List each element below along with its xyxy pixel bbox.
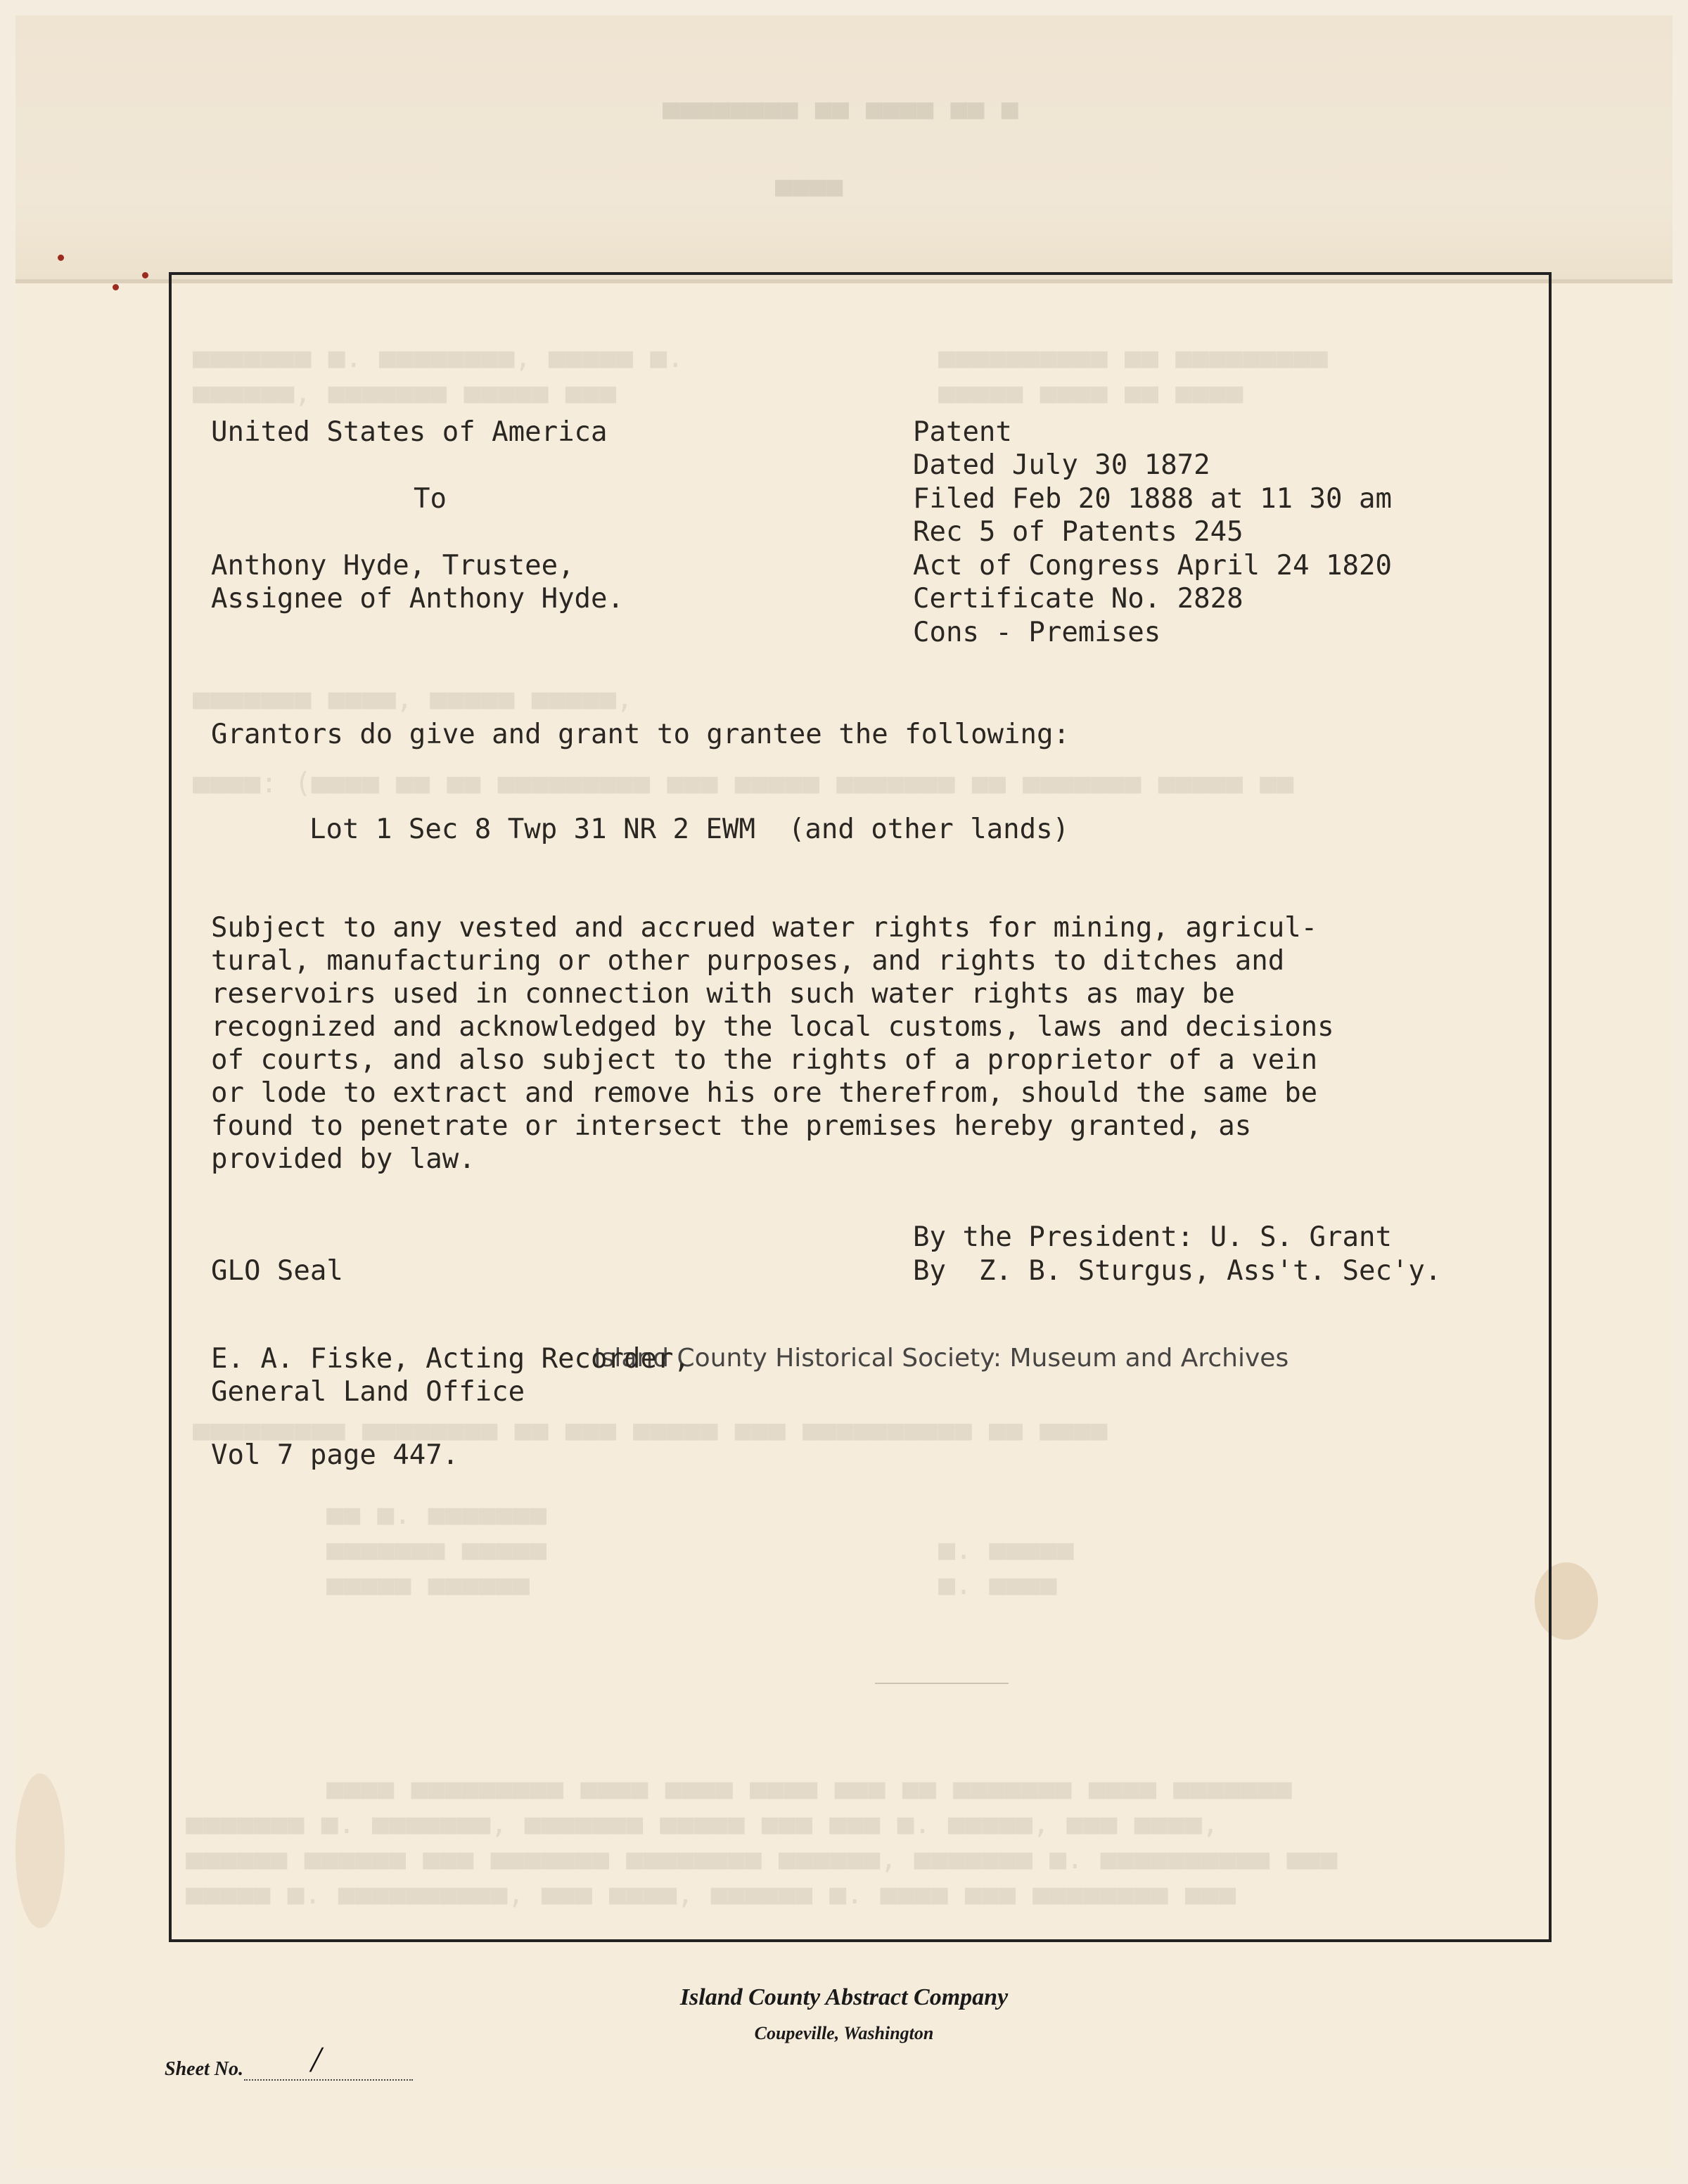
subject-line: or lode to extract and remove his ore therefrom, should the same be (211, 1077, 1318, 1109)
grant-statement: Grantors do give and grant to grantee the following: (211, 719, 1070, 750)
instrument-type: Patent (913, 416, 1012, 448)
lot-description: Lot 1 Sec 8 Twp 31 NR 2 EWM (and other lands) (309, 814, 1070, 845)
sheet-number-line (244, 2079, 413, 2081)
grantee-line-1: Anthony Hyde, Trustee, (211, 550, 575, 582)
paper-stain (15, 1773, 65, 1928)
recorder-line-1: E. A. Fiske, Acting Recorder, (211, 1343, 690, 1375)
subject-paragraph (211, 911, 1547, 1176)
ink-speck (142, 272, 148, 278)
consideration-line: Cons - Premises (913, 617, 1161, 648)
abstract-frame (169, 272, 1552, 1942)
record-line: Rec 5 of Patents 245 (913, 516, 1243, 548)
grantor-name: United States of America (211, 416, 608, 448)
faint-header-ghost-2: ■■■■ (775, 170, 843, 203)
subject-line: provided by law. (211, 1143, 475, 1175)
subject-line: found to penetrate or intersect the premises hereby granted, as (211, 1110, 1252, 1142)
dated-line: Dated July 30 1872 (913, 449, 1210, 481)
company-name: Island County Abstract Company (679, 1984, 1009, 2010)
sheet-number-value: / (311, 2040, 321, 2080)
underlying-sheet-strip (15, 15, 1673, 283)
subject-line: Subject to any vested and accrued water rights for mining, agricul- (211, 912, 1318, 944)
company-city: Coupeville, Washington (754, 2023, 934, 2043)
archive-watermark: Island County Historical Society: Museum and Archives (594, 1344, 1289, 1373)
separator-line (875, 1683, 1009, 1684)
bleed-through-text: ■■■■■■■ ■. ■■■■■■■■, ■■■■■ ■. ■■■■■■■■■■ ■■ ■■■■■■■■■ ■■■■■■, ■■■■■■■ ■■■■■ ■■■ ■■■■■ ■■■■ ■■ ■■■■ ■■■■■■■ ■■■■, ■■■■■ ■■■■■, ■■■■: (■■■■ ■■ ■■ ■■■■■■■■■ ■■■ ■■■■■ ■■■■■■■ ■■ ■■■■■■■ ■■■■■ ■■ ■■■■■■■■■ ■■■■■■■■ ■■ ■■■ ■■■■■ ■■■ ■■■■■■■■■■ ■■ ■■■■ ■■ ■. ■■■■■■■ ■■■■■■■ ■■■■■ ■■■■■ ■■■■■■ ■. ■■■■■ ■. ■■■■ ■■■■ ■■■■■■■■■ ■■■■ ■■■■ ■■■■ ■■■ ■■ ■■■■■■■ ■■■■ ■■■■■■■ ■■■■■■■ ■. ■■■■■■■, ■■■■■■■ ■■■■■ ■■■ ■■■ ■. ■■■■■, ■■■ ■■■■, ■■■■■■ ■■■■■■ ■■■ ■■■■■■■ ■■■■■■■■ ■■■■■■, ■■■■■■■ ■. ■■■■■■■■■■ ■■■ ■■■■■ ■. ■■■■■■■■■■, ■■■ ■■■■, ■■■■■■ ■. ■■■■ ■■■ ■■■■■■■■ ■■■ (186, 342, 1338, 1910)
faint-header-ghost: ■■■■■■■■ ■■ ■■■■ ■■ ■ (663, 93, 1018, 125)
ink-speck (58, 255, 64, 261)
document-page (15, 15, 1673, 2169)
subject-line: recognized and acknowledged by the local customs, laws and decisions (211, 1011, 1334, 1043)
president-signature: By the President: U. S. Grant (913, 1221, 1392, 1253)
seal-label: GLO Seal (211, 1255, 343, 1287)
subject-line: tural, manufacturing or other purposes, and rights to ditches and (211, 945, 1285, 977)
recorder-line-2: General Land Office (211, 1376, 525, 1408)
act-line: Act of Congress April 24 1820 (913, 550, 1392, 582)
secretary-signature: By Z. B. Sturgus, Ass't. Sec'y. (913, 1255, 1442, 1287)
sheet-number-label: Sheet No. (165, 2058, 243, 2080)
volume-reference: Vol 7 page 447. (211, 1439, 459, 1471)
filed-line: Filed Feb 20 1888 at 11 30 am (913, 483, 1392, 515)
ink-speck (113, 284, 119, 290)
subject-line: of courts, and also subject to the rights of a proprietor of a vein (211, 1044, 1318, 1076)
subject-line: reservoirs used in connection with such water rights as may be (211, 978, 1235, 1010)
grantee-line-2: Assignee of Anthony Hyde. (211, 583, 624, 615)
to-label: To (414, 483, 447, 515)
certificate-line: Certificate No. 2828 (913, 583, 1243, 615)
